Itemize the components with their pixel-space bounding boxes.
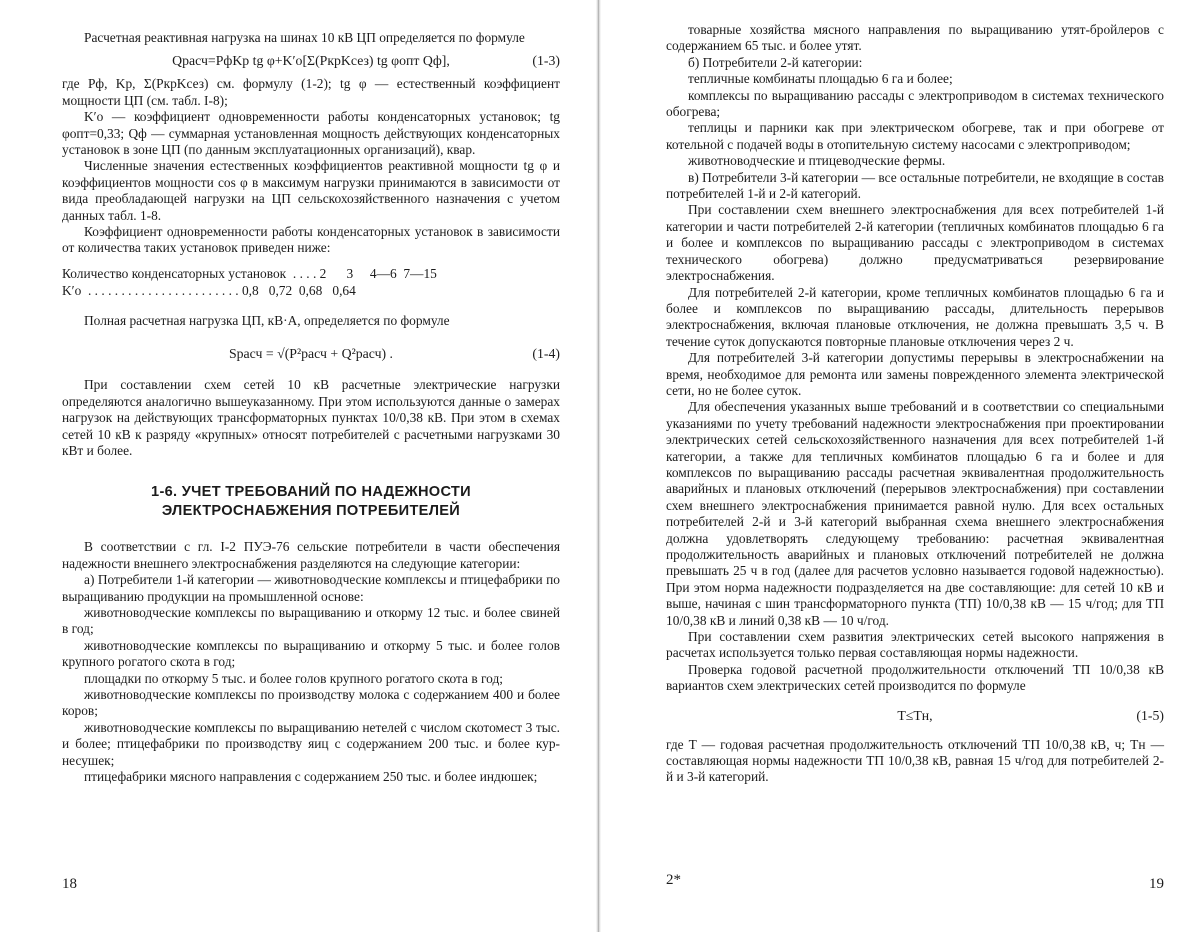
formula-number: (1-3) xyxy=(532,53,560,69)
paragraph: где T — годовая расчетная продолжительность отключений ТП 10/0,38 кВ, ч; Tн — составляющая нормы надежности ТП 10/0,38 кВ, равная 15 ч/год для потребителей 2-й и 3-й категорий. xyxy=(666,736,1164,785)
paragraph: K′о — коэффициент одновременности работы конденсаторных установок; tg φопт=0,33; Qф — суммарная установленная мощность действующих конденсаторных установок в зоне ЦП (по данным эксплуатационных организаций), квар. xyxy=(62,109,560,158)
paragraph: животноводческие и птицеводческие фермы. xyxy=(688,153,946,169)
page-number: 18 xyxy=(62,876,77,892)
formula-number: (1-5) xyxy=(1136,707,1164,723)
paragraph: Численные значения естественных коэффициентов реактивной мощности tg φ и коэффициентов мощности cos φ в максимум нагрузки принимаются в зависимости от вида преобладающей нагрузки на ЦП сельскохозяйственного назначения с учетом данных табл. 1-8. xyxy=(62,158,560,223)
paragraph: животноводческие комплексы по выращиванию и откорму 5 тыс. и более голов крупного рогатого скота в год; xyxy=(62,637,560,670)
paragraph: Для потребителей 3-й категории допустимы перерывы в электроснабжении на время, необходимое для ремонта или замены поврежденного элемента электрической сети, но не более суток. xyxy=(666,350,1164,398)
paragraph: где Pф, Kр, Σ(PкрKсез) см. формулу (1-2); tg φ — естественный коэффициент мощности ЦП (см. табл. I-8); xyxy=(62,76,560,108)
formula-1-4 xyxy=(62,345,560,363)
paragraph: При составлении схем внешнего электроснабжения для всех потребителей 1-й категории и части потребителей 2-й категории (тепличных комбинатов площадью 6 га и более и комплексов по выращиванию рассады с электроприводом в системах технического обогрева) должно предусматриваться резервирование электроснабжения. xyxy=(666,202,1164,284)
paragraph: птицефабрики мясного направления с содержанием 250 тыс. и более индюшек; xyxy=(84,769,538,784)
paragraph: животноводческие комплексы по выращиванию и откорму 12 тыс. и более свиней в год; xyxy=(62,604,560,637)
paragraph: б) Потребители 2-й категории: xyxy=(688,54,863,70)
paragraph: животноводческие комплексы по производству молока с содержанием 400 и более коров; xyxy=(62,686,560,719)
heading-line: 1-6. УЧЕТ ТРЕБОВАНИЙ ПО НАДЕЖНОСТИ xyxy=(151,484,471,501)
paragraph: При составлении схем сетей 10 кВ расчетные электрические нагрузки определяются аналогично вышеуказанному. При этом используются данные о замерах нагрузок на действующих трансформаторных пунктах 10/0,38 кВ. При этом в схемах сетей 10 кВ к разряду «крупных» относят потребителей с расчетными нагрузками 30 кВт и более. xyxy=(62,377,560,458)
paragraph: тепличные комбинаты площадью 6 га и более; xyxy=(688,71,953,87)
paragraph: Расчетная реактивная нагрузка на шинах 10 кВ ЦП определяется по формуле xyxy=(84,30,525,45)
formula-1-5 xyxy=(666,707,1164,725)
formula-text: T≤Tн, xyxy=(897,707,933,723)
formula-1-3 xyxy=(62,52,560,70)
signature-mark: 2* xyxy=(666,872,681,888)
paragraph: в) Потребители 3-й категории — все остальные потребители, не входящие в состав потребителей 1-й и 2-й категорий. xyxy=(666,169,1164,202)
paragraph: Для потребителей 2-й категории, кроме тепличных комбинатов площадью 6 га и более и комплексов по выращиванию рассады, длительность перерывов электроснабжения, включая плановые отключения, не должна превышать 3,5 ч. В течение суток допускаются повторные плановые отключения через 2 ч. xyxy=(666,284,1164,349)
paragraph: Проверка годовой расчетной продолжительности отключений ТП 10/0,38 кВ вариантов схем электрических сетей производится по формуле xyxy=(666,661,1164,694)
formula-number: (1-4) xyxy=(532,346,560,362)
paragraph: В соответствии с гл. I-2 ПУЭ-76 сельские потребители в части обеспечения надежности внешнего электроснабжения разделяются на следующие категории: xyxy=(62,539,560,571)
paragraph: а) Потребители 1-й категории — животноводческие комплексы и птицефабрики по выращиванию продукции на промышленной основе: xyxy=(62,572,560,604)
coefficient-row: K′о . . . . . . . . . . . . . . . . . . . . . . . 0,8 0,72 0,68 0,64 xyxy=(62,282,356,298)
section-heading xyxy=(62,483,560,521)
heading-line: ЭЛЕКТРОСНАБЖЕНИЯ ПОТРЕБИТЕЛЕЙ xyxy=(161,503,461,520)
paragraph: комплексы по выращиванию рассады с электроприводом в системах технического обогрева; xyxy=(666,87,1164,120)
formula-text: Sрасч = √(P²расч + Q²расч) . xyxy=(228,346,394,362)
paragraph: При составлении схем развития электрических сетей высокого напряжения в расчетах используется только первая составляющая нормы надежности. xyxy=(666,629,1164,661)
paragraph: площадки по откорму 5 тыс. и более голов крупного рогатого скота в год; xyxy=(84,670,504,686)
paragraph: Для обеспечения указанных выше требований и в соответствии со специальными указаниями по учету требований надежности электроснабжения при проектировании электрических сетей сельскохозяйственного назначения для всех потребителей 1-й категории, а также для тепличных комбинатов площадью 6 га и более и для комплексов по выращиванию рассады расчетная эквивалентная продолжительность аварийных и плановых отключений (перерывов электроснабжения) при составлении схем внешнего электроснабжения принимается равной нулю. Для всех остальных потребителей 2-й и 3-й категорий выбранная схема внешнего электроснабжения должна удовлетворять следующему требованию: расчетная эквивалентная продолжительность аварийных и плановых отключений потребителей не должна превышать 25 ч в год (далее для расчетов условно называется годовой надежностью). При этом норма надежности подразделяется на две составляющие: для сетей 10 кВ и выше, начиная с шин трансформаторного пункта (ТП) 10/0,38 кВ — 15 ч/год; для ТП 10/0,38 кВ и линий 0,38 кВ — 10 ч/год. xyxy=(666,399,1164,628)
paragraph: животноводческие комплексы по выращиванию нетелей с числом скотомест 3 тыс. и более; птицефабрики по производству яиц с содержанием 200 тыс. и более кур-несушек; xyxy=(62,719,560,768)
right-page xyxy=(600,0,1200,932)
paragraph: Коэффициент одновременности работы конденсаторных установок в зависимости от количества таких установок приведен ниже: xyxy=(62,224,560,256)
paragraph: теплицы и парники как при электрическом обогреве, так и при обогреве от котельной с подачей воды в отопительную систему насосами с электроприводом; xyxy=(666,120,1164,152)
paragraph: товарные хозяйства мясного направления по выращиванию утят-бройлеров с содержанием 65 тыс. и более утят. xyxy=(666,22,1164,54)
page-number: 19 xyxy=(1149,876,1164,892)
count-row: Количество конденсаторных установок . . . . 2 3 4—6 7—15 xyxy=(62,265,437,281)
formula-text: Qрасч=PфKр tg φ+K′о[Σ(PкрKсез) tg φопт Qф], xyxy=(172,53,450,69)
paragraph: Полная расчетная нагрузка ЦП, кВ·А, определяется по формуле xyxy=(84,312,450,328)
